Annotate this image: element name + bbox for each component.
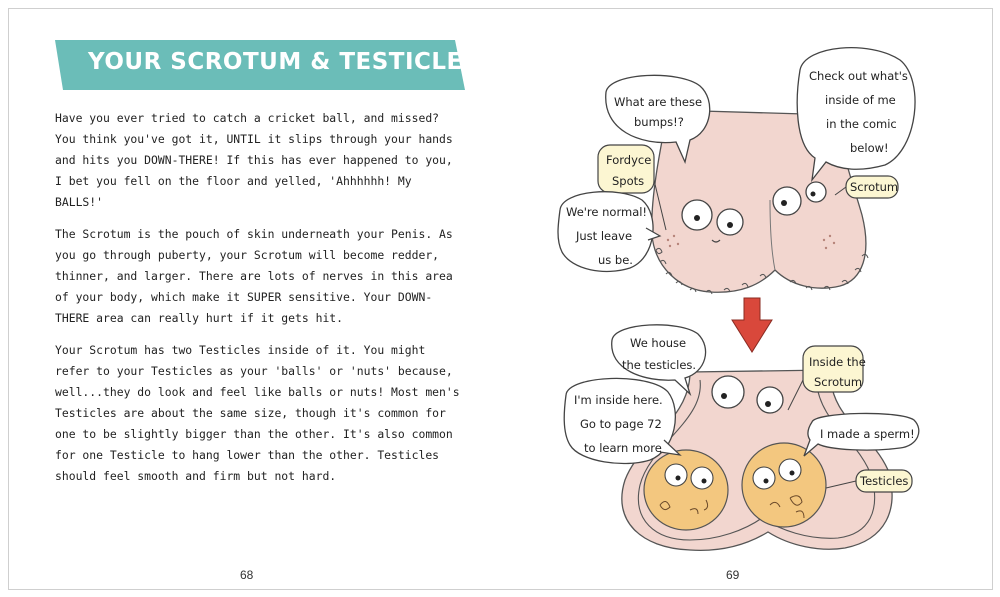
bubble-check-line3: in the comic	[826, 117, 897, 131]
svg-text:to learn more: to learn more	[584, 441, 662, 455]
bubble-inside-here	[564, 378, 680, 463]
bubble-check-line1: Check out what's	[809, 69, 908, 83]
eye-right-1	[773, 187, 801, 215]
bubble-what-bumps-line2: bumps!?	[634, 115, 684, 129]
svg-text:Scrotum: Scrotum	[850, 180, 899, 194]
svg-text:us be.: us be.	[598, 253, 633, 267]
svg-text:Just leave: Just leave	[576, 229, 633, 243]
svg-text:I'm inside here.: I'm inside here.	[574, 393, 663, 407]
testicle-left	[644, 450, 728, 530]
paragraph-1: Have you ever tried to catch a cricket ball, and missed? You think you've got it, UNTIL it slips through your hands and hits you DOWN-THERE! If this has ever happened to you, I bet you fell on the floor and yelled, 'Ahhhhhh! My BALLS!'	[55, 111, 453, 209]
svg-text:Go to page 72: Go to page 72	[580, 417, 662, 431]
down-arrow	[732, 298, 772, 352]
svg-text:Testicles: Testicles	[860, 474, 909, 488]
svg-text:Scrotum: Scrotum	[814, 375, 863, 389]
page-title: YOUR SCROTUM & TESTICLES	[88, 49, 480, 75]
bubble-check-line2: inside of me	[825, 93, 896, 107]
svg-text:We house: We house	[630, 336, 687, 350]
svg-text:Inside the: Inside the	[809, 355, 866, 369]
paragraph-2: The Scrotum is the pouch of skin underneath your Penis. As you go through puberty, your Scrotum will become redder, thinner, and larger. There are lots of nerves in this area of your body, which make it SUPER sensitive. Your DOWN-THERE area can really hurt if it gets hit.	[55, 227, 453, 325]
testicle-right	[742, 443, 826, 527]
eye-right-2	[806, 182, 826, 202]
page-number-left: 68	[240, 568, 254, 582]
svg-text:Fordyce: Fordyce	[606, 153, 652, 167]
paragraph-3: Your Scrotum has two Testicles inside of it. You might refer to your Testicles as your 'balls' or 'nuts' because, well...they do look and feel like balls or nuts! Most men's Testicles are about the same size, though it's common for one to be slightly bigger than the other. It's also common for one Testicle to hang lower than the other. Testicles should feel smooth and firm but not hard.	[55, 343, 460, 483]
svg-text:the testicles.: the testicles.	[622, 358, 697, 372]
svg-text:We're normal!: We're normal!	[566, 205, 648, 219]
svg-text:I made a sperm!: I made a sperm!	[820, 427, 915, 441]
bubble-check-out	[797, 48, 915, 180]
bubble-check-line4: below!	[850, 141, 889, 155]
bubble-what-bumps-line1: What are these	[614, 95, 703, 109]
bubble-were-normal	[558, 192, 660, 272]
page-number-right: 69	[726, 568, 740, 582]
svg-text:Spots: Spots	[612, 174, 645, 188]
